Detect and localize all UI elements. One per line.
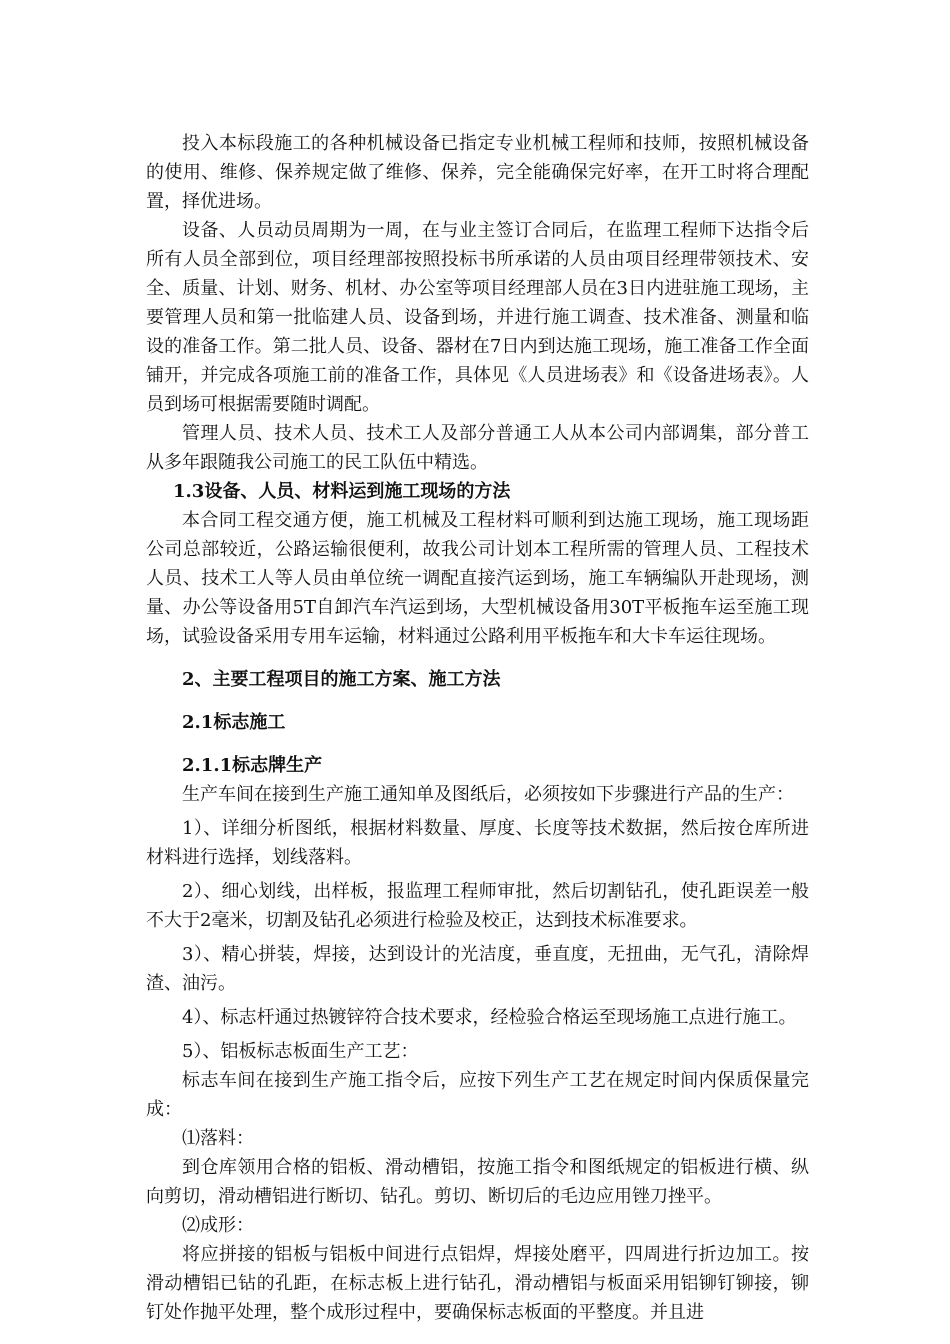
sub-1-label: ⑴落料： <box>182 1128 254 1149</box>
step-4: 4）、标志杆通过热镀锌符合技术要求，经检验合格运至现场施工点进行施工。 <box>182 1007 797 1028</box>
paragraph-personnel: 管理人员、技术人员、技术工人及部分普通工人从本公司内部调集，部分普工从多年跟随我公司施工的民工队伍中精选。 <box>146 423 809 473</box>
paragraph-production: 生产车间在接到生产施工通知单及图纸后，必须按如下步骤进行产品的生产： <box>182 784 794 805</box>
step-3: 3）、精心拼装，焊接，达到设计的光洁度，垂直度，无扭曲，无气孔，清除焊渣、油污。 <box>146 944 809 994</box>
sub-1-text: 到仓库领用合格的铝板、滑动槽铝，按施工指令和图纸规定的铝板进行横、纵向剪切，滑动槽铝进行断切、钻孔。剪切、断切后的毛边应用锉刀挫平。 <box>146 1157 809 1207</box>
heading-2-1: 2.1标志施工 <box>182 712 286 733</box>
heading-2: 2、主要工程项目的施工方案、施工方法 <box>182 669 501 690</box>
sub-2-text: 将应拼接的铝板与铝板中间进行点铝焊，焊接处磨平，四周进行折边加工。按滑动槽铝已钻的孔距，在标志板上进行钻孔，滑动槽铝与板面采用铝铆钉铆接，铆钉处作抛平处理，整个成形过程中，要确保标志板面的平整度。并且进 <box>146 1244 809 1323</box>
heading-1-3: 1.3设备、人员、材料运到施工现场的方法 <box>173 481 511 502</box>
sub-2-label: ⑵成形： <box>182 1215 254 1236</box>
document-body <box>146 129 809 1327</box>
step-2: 2）、细心划线，出样板，报监理工程师审批，然后切割钻孔，使孔距误差一般不大于2毫米，切割及钻孔必须进行检验及校正，达到技术标准要求。 <box>146 881 809 931</box>
step-1: 1）、详细分析图纸，根据材料数量、厚度、长度等技术数据，然后按仓库所进材料进行选择，划线落料。 <box>146 818 809 868</box>
heading-2-1-1: 2.1.1标志牌生产 <box>182 755 323 776</box>
paragraph-equipment: 投入本标段施工的各种机械设备已指定专业机械工程师和技师，按照机械设备的使用、维修、保养规定做了维修、保养，完全能确保完好率，在开工时将合理配置，择优进场。 <box>146 133 809 212</box>
paragraph-transport: 本合同工程交通方便，施工机械及工程材料可顺利到达施工现场，施工现场距公司总部较近，公路运输很便利，故我公司计划本工程所需的管理人员、工程技术人员、技术工人等人员由单位统一调配直接汽运到场，施工车辆编队开赴现场，测量、办公等设备用5T自卸汽车汽运到场，大型机械设备用30T平板拖车运至施工现场，试验设备采用专用车运输，材料通过公路利用平板拖车和大卡车运往现场。 <box>146 510 809 647</box>
paragraph-mobilization: 设备、人员动员周期为一周，在与业主签订合同后，在监理工程师下达指令后所有人员全部到位，项目经理部按照投标书所承诺的人员由项目经理带领技术、安全、质量、计划、财务、机材、办公室等项目经理部人员在3日内进驻施工现场，主要管理人员和第一批临建人员、设备到场，并进行施工调查、技术准备、测量和临设的准备工作。第二批人员、设备、器材在7日内到达施工现场，施工准备工作全面铺开，并完成各项施工前的准备工作，具体见《人员进场表》和《设备进场表》。人员到场可根据需要随时调配。 <box>146 220 809 415</box>
step-5: 5）、铝板标志板面生产工艺： <box>182 1041 419 1062</box>
paragraph-aluminum: 标志车间在接到生产施工指令后，应按下列生产工艺在规定时间内保质保量完成： <box>146 1070 809 1120</box>
